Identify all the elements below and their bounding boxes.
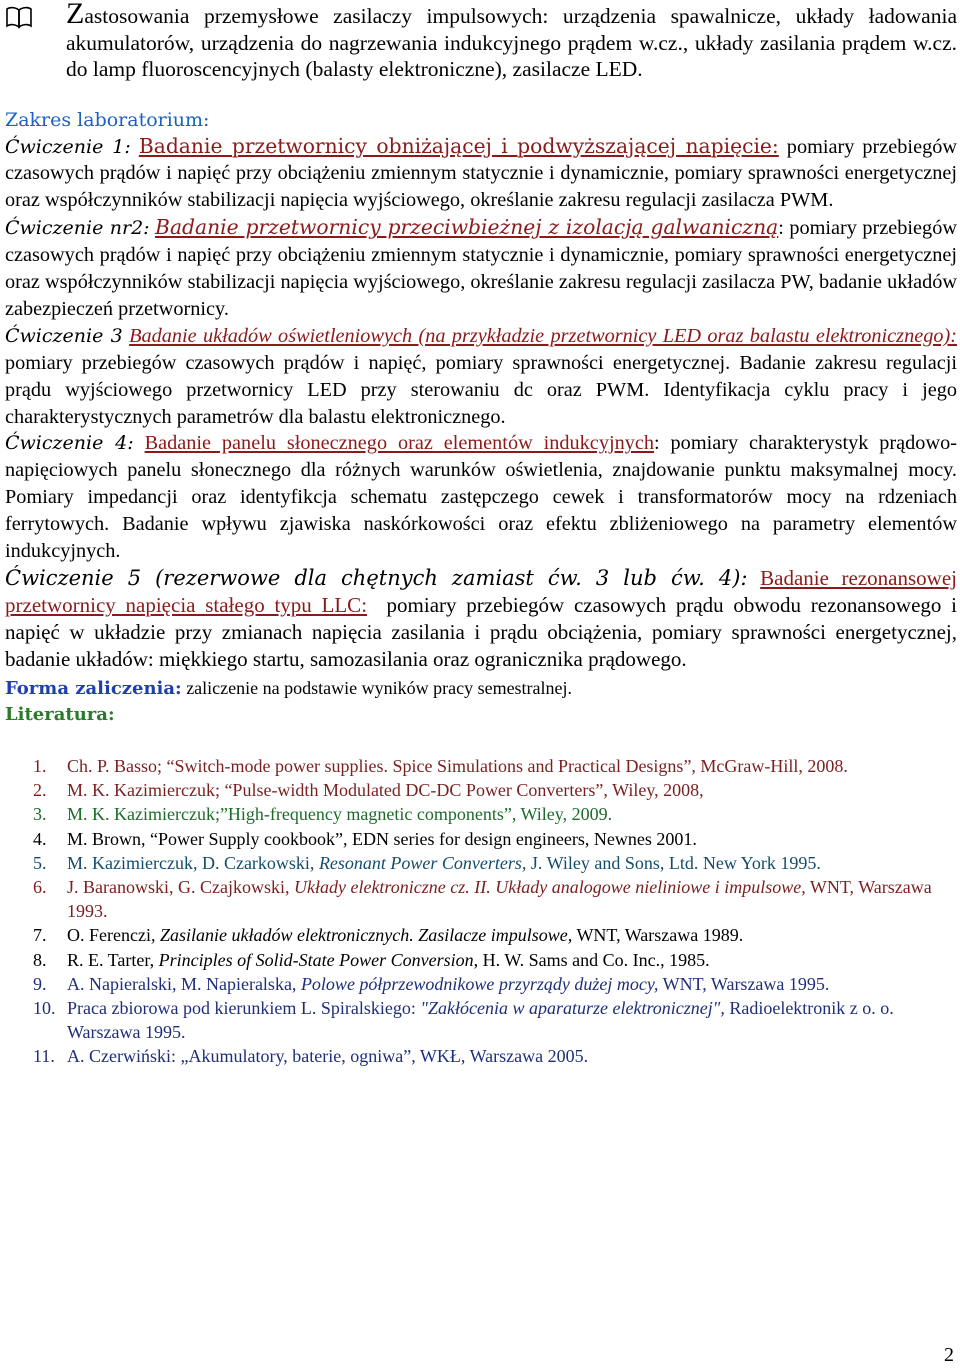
list-item: 9. A. Napieralski, M. Napieralska, Polowe półprzewodnikowe przyrządy dużej mocy, WNT, Warszawa 1995. bbox=[33, 973, 830, 994]
list-item: 3. M. K. Kazimierczuk;”High-frequency magnetic components”, Wiley, 2009. bbox=[33, 804, 613, 825]
document-page bbox=[5, 0, 957, 1069]
literature-heading: Literatura: bbox=[5, 704, 115, 725]
exercise-3 bbox=[5, 323, 957, 431]
reference-list bbox=[5, 754, 957, 1069]
exercise-list bbox=[5, 133, 957, 674]
exercise-desc: pomiary przebiegów czasowych prądów i napięć, pomiary sprawności energetycznej. Badanie zakresu regulacji prądu wyjściowego przetwornicy LED przy sterowaniu dc oraz PWM. Identyfikacja cyklu pracy i jego charakterystycznych parametrów dla balastu elektronicznego. bbox=[5, 351, 957, 428]
exercise-4 bbox=[5, 430, 957, 565]
exercise-desc: pomiary przebiegów czasowych prądów i napięć przy obciążeniu zmiennym statycznie i dynamicznie, pomiary sprawności energetycznej oraz współczynników stabilizacji napięcia wyjściowego, określanie zakresu regulacji zasilacza PWM. bbox=[5, 135, 957, 212]
list-item: 7. O. Ferenczi, Zasilanie układów elektronicznych. Zasilacze impulsowe, WNT, Warszawa 1989. bbox=[33, 925, 744, 946]
intro-text: astosowania przemysłowe zasilaczy impulsowych: urządzenia spawalnicze, układy ładowania akumulatorów, urządzenia do nagrzewania indukcyjnego prądem w.cz., układy zasilania prądem w.cz. do lamp fluoroscencyjnych (balasty elektroniczne), zasilacze LED. bbox=[66, 4, 957, 81]
exercise-title: Badanie przetwornicy obniżającej i podwyższającej napięcie: bbox=[138, 133, 779, 158]
list-item: 6. J. Baranowski, G. Czajkowski, Układy elektroniczne cz. II. Układy analogowe nieliniowe i impulsowe, WNT, Warszawa 1993. bbox=[33, 877, 932, 922]
exercise-1 bbox=[5, 133, 957, 215]
forma-zaliczenia bbox=[5, 675, 957, 702]
forma-text: zaliczenie na podstawie wyników pracy semestralnej. bbox=[186, 678, 573, 698]
list-item: 8. R. E. Tarter, Principles of Solid-State Power Conversion, H. W. Sams and Co. Inc., 1985. bbox=[33, 949, 710, 970]
exercise-title: Badanie panelu słonecznego oraz elementów indukcyjnych bbox=[144, 432, 655, 455]
list-item: 11. A. Czerwiński: „Akumulatory, baterie, ogniwa”, WKŁ, Warszawa 2005. bbox=[33, 1046, 589, 1067]
exercise-5 bbox=[5, 565, 957, 673]
exercise-label: Ćwiczenie 4: bbox=[5, 432, 134, 455]
list-item: 2. M. K. Kazimierczuk; “Pulse-width Modulated DC-DC Power Converters”, Wiley, 2008, bbox=[33, 780, 704, 801]
list-item: 5. M. Kazimierczuk, D. Czarkowski, Resonant Power Converters, J. Wiley and Sons, Ltd. New York 1995. bbox=[33, 852, 821, 873]
exercise-2 bbox=[5, 214, 957, 323]
list-item: 10. Praca zbiorowa pod kierunkiem L. Spiralskiego: "Zakłócenia w aparaturze elektronicznej", Radioelektronik z o. o. Warszawa 1995. bbox=[33, 998, 894, 1043]
list-item: 1. Ch. P. Basso; “Switch-mode power supplies. Spice Simulations and Practical Designs”, McGraw-Hill, 2008. bbox=[33, 756, 848, 776]
book-icon bbox=[5, 5, 33, 29]
exercise-desc: : pomiary przebiegów czasowych prądów i napięć przy obciążeniu zmiennym statycznie i dynamicznie, pomiary sprawności energetycznej oraz współczynników stabilizacji napięcia wyjściowego, określanie zakresu regulacji zasilacza PW, badanie układów zabezpieczeń przetwornicy. bbox=[5, 217, 957, 320]
exercise-label: Ćwiczenie 5 (rezerwowe dla chętnych zamiast ćw. 3 lub ćw. 4): bbox=[5, 566, 748, 590]
forma-label: Forma zaliczenia: bbox=[5, 678, 182, 699]
page-number: 2 bbox=[944, 1344, 954, 1366]
list-item: 4. M. Brown, “Power Supply cookbook”, EDN series for design engineers, Newnes 2001. bbox=[33, 828, 697, 849]
drop-letter: Z bbox=[66, 0, 85, 30]
exercise-label: Ćwiczenie nr2: bbox=[5, 217, 150, 240]
exercise-title: Badanie rezonansowej przetwornicy napięcia stałego typu LLC: bbox=[5, 566, 957, 617]
exercise-desc: pomiary przebiegów czasowych prądu obwodu rezonansowego i napięć w układzie przy zmianach napięcia zasilania i prądu obciążenia, pomiary sprawności energetycznej, badanie układów: miękkiego startu, samozasilania oraz ogranicznika prądowego. bbox=[5, 593, 957, 671]
exercise-label: Ćwiczenie 3 bbox=[5, 324, 123, 347]
exercise-label: Ćwiczenie 1: bbox=[5, 135, 131, 158]
lab-heading: Zakres laboratorium: bbox=[5, 108, 210, 131]
intro-paragraph bbox=[5, 0, 957, 83]
exercise-title: Badanie układów oświetleniowych (na przykładzie przetwornicy LED oraz balastu elektronicznego): bbox=[129, 324, 958, 347]
exercise-desc: : pomiary charakterystyk prądowo-napięciowych panelu słonecznego dla różnych warunków oświetlenia, znajdowanie punktu maksymalnej mocy. Pomiary impedancji oraz identyfikcja schematu zastępczego cewek i transformatorów mocy na rdzeniach ferrytowych. Badanie wpływu zjawiska naskórkowości oraz efektu zbliżeniowego na parametry elementów indukcyjnych. bbox=[5, 432, 957, 563]
exercise-title: Badanie przetwornicy przeciwbieżnej z izolacją galwaniczną bbox=[155, 215, 779, 240]
